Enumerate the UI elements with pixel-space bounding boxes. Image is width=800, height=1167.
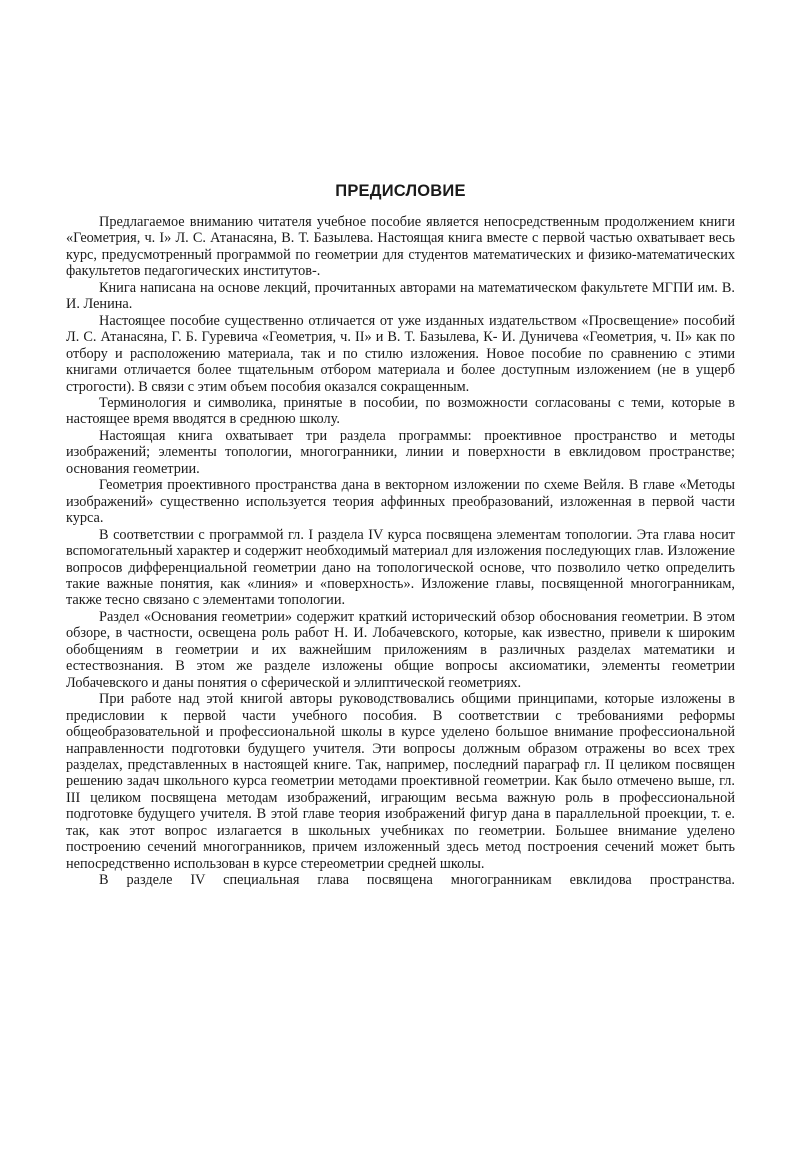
paragraph-9: При работе над этой книгой авторы руководствовались общими принципами, которые изложены в предисловии к первой части учебного пособия. В соответствии с требованиями реформы общеобразовательной и профессиональной школы в курсе уделено большое внимание профессиональной направленности подготовки будущего учителя. Эти вопросы должным образом отражены во всех трех разделах, представленных в настоящей книге. Так, например, последний параграф гл. II целиком посвящен решению задач школьного курса геометрии методами проективной геометрии. Как было отмечено выше, гл. III целиком посвящена методам изображений, играющим весьма важную роль в профессиональной подготовке будущего учителя. В этой главе теория изображений фигур дана в параллельной проекции, т. е. так, как этот вопрос излагается в школьных учебниках по геометрии. Большее внимание уделено построению сечений многогранников, причем изложенный здесь метод построения сечений может быть непосредственно использован в курсе стереометрии средней школы.	[66, 691, 735, 872]
paragraph-10: В разделе IV специальная глава посвящена многогранникам евклидова пространства.	[99, 872, 735, 889]
paragraph-8: Раздел «Основания геометрии» содержит краткий исторический обзор обоснования геометрии. В этом обзоре, в частности, освещена роль работ Н. И. Лобачевского, которые, как известно, привели к широким обобщениям в геометрии и их важнейшим приложениям в различных разделах математики и естествознания. В этом же разделе изложены общие вопросы аксиоматики, элементы геометрии Лобачевского и даны понятия о сферической и эллиптической геометриях.	[66, 608, 735, 691]
paragraph-4: Терминология и символика, принятые в пособии, по возможности согласованы с теми, которые в настоящее время вводятся в среднюю школу.	[66, 394, 735, 428]
paragraph-2: Книга написана на основе лекций, прочитанных авторами на математическом факультете МГПИ им. В. И. Ленина.	[66, 279, 735, 313]
preface-body	[66, 181, 735, 889]
paragraph-1: Предлагаемое вниманию читателя учебное пособие является непосредственным продолжением книги «Геометрия, ч. I» Л. С. Атанасяна, В. Т. Базылева. Настоящая книга вместе с первой частью охватывает весь курс, предусмотренный программой по геометрии для студентов математических и физико-математических факультетов педагогических институтов-.	[66, 214, 735, 280]
paragraph-3: Настоящее пособие существенно отличается от уже изданных издательством «Просвещение» пособий Л. С. Атанасяна, Г. Б. Гуревича «Геометрия, ч. II» и В. Т. Базылева, К- И. Дуничева «Геометрия, ч. II» как по отбору и расположению материала, так и по стилю изложения. Новое пособие по сравнению с этими книгами отличается более тщательным отбором материала и более доступным изложением (не в ущерб строгости). В связи с этим объем пособия оказался сокращенным.	[66, 312, 735, 395]
paragraph-5: Настоящая книга охватывает три раздела программы: проективное пространство и методы изображений; элементы топологии, многогранники, линии и поверхности в евклидовом пространстве; основания геометрии.	[66, 427, 735, 477]
paragraph-6: Геометрия проективного пространства дана в векторном изложении по схеме Вейля. В главе «Методы изображений» существенно используется теория аффинных преобразований, изложенная в первой части курса.	[66, 477, 735, 527]
page-title: ПРЕДИСЛОВИЕ	[335, 182, 466, 200]
paragraph-7: В соответствии с программой гл. I раздела IV курса посвящена элементам топологии. Эта глава носит вспомогательный характер и содержит необходимый материал для изложения последующих глав. Изложение вопросов дифференциальной геометрии дано на топологической основе, что позволило четко определить такие важные понятия, как «линия» и «поверхность». Изложение главы, посвященной многогранникам, также тесно связано с элементами топологии.	[66, 526, 735, 609]
